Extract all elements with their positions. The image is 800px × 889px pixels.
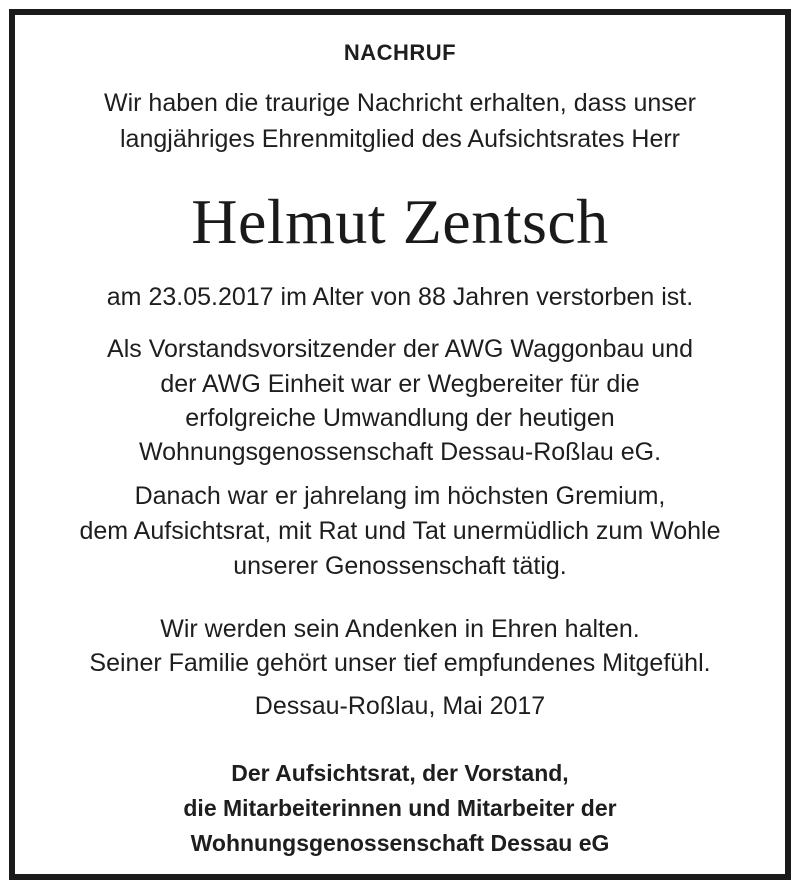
tribute-line: dem Aufsichtsrat, mit Rat und Tat unermüdlich zum Wohle (79, 517, 721, 545)
intro-line: Wir haben die traurige Nachricht erhalten, dass unser (104, 89, 696, 117)
tribute-line: Danach war er jahrelang im höchsten Gremium, (134, 482, 666, 510)
signature-line: die Mitarbeiterinnen und Mitarbeiter der (183, 795, 617, 821)
tribute-line: Wohnungsgenossenschaft Dessau-Roßlau eG. (138, 438, 662, 466)
place-date: Dessau-Roßlau, Mai 2017 (254, 692, 546, 720)
tribute-line: Als Vorstandsvorsitzender der AWG Waggonbau und (107, 335, 693, 363)
condolence-line: Wir werden sein Andenken in Ehren halten. (160, 615, 640, 643)
condolence-line: Seiner Familie gehört unser tief empfundenes Mitgefühl. (89, 649, 711, 677)
death-date-line: am 23.05.2017 im Alter von 88 Jahren verstorben ist. (106, 283, 694, 311)
tribute-line: erfolgreiche Umwandlung der heutigen (185, 404, 615, 432)
tribute-line: unserer Genossenschaft tätig. (233, 552, 567, 580)
tribute-line: der AWG Einheit war er Wegbereiter für die (160, 370, 640, 398)
signature-line: Der Aufsichtsrat, der Vorstand, (231, 760, 569, 786)
deceased-name: Helmut Zentsch (191, 186, 609, 257)
signature-line: Wohnungsgenossenschaft Dessau eG (190, 830, 610, 856)
obituary-heading: NACHRUF (343, 40, 457, 65)
intro-line: langjähriges Ehrenmitglied des Aufsichtsrates Herr (120, 125, 680, 153)
